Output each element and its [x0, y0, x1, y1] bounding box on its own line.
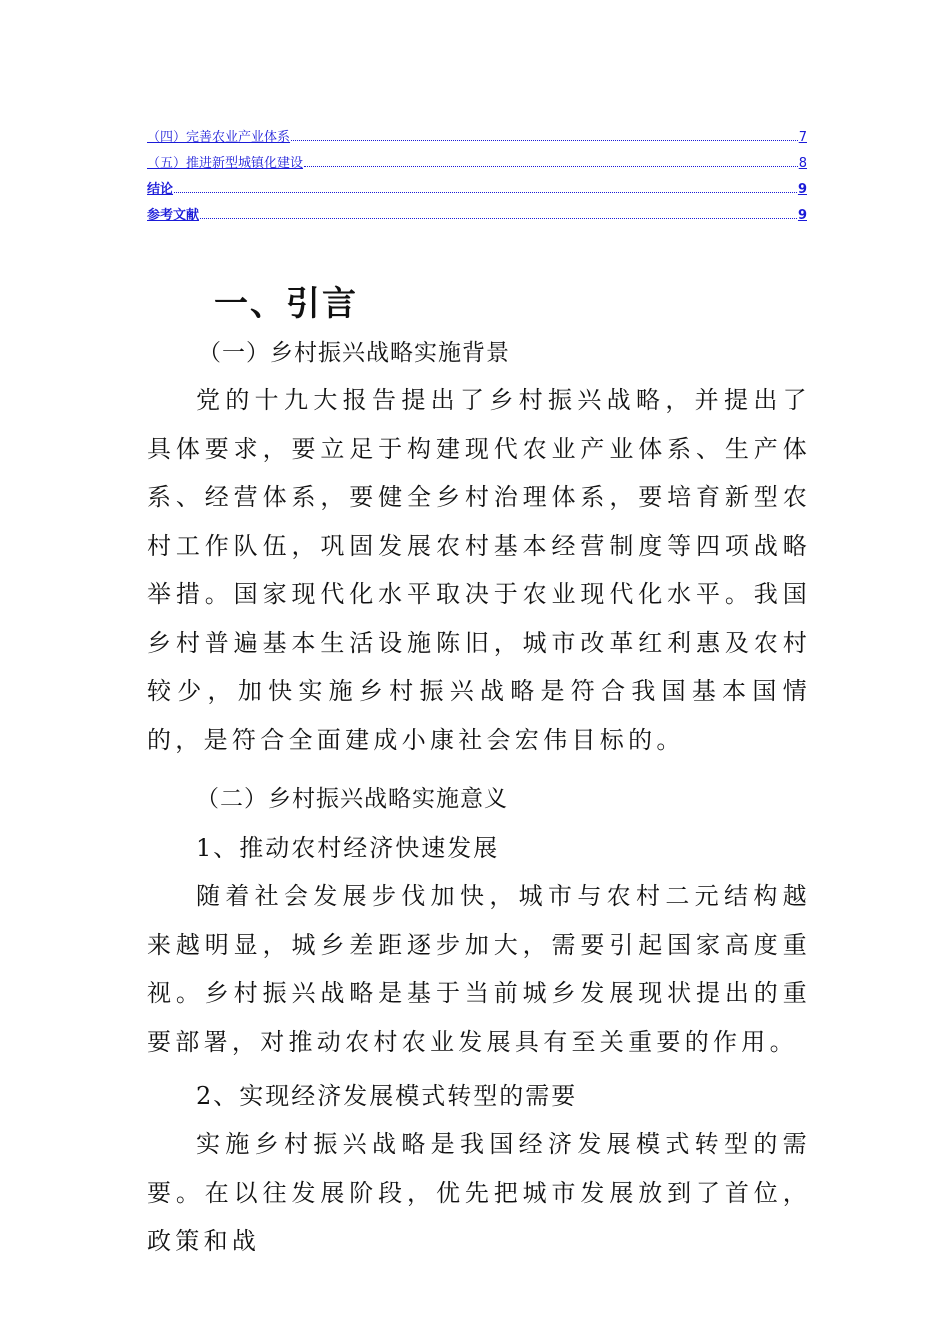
toc-item-title: 结论 [147, 182, 174, 197]
subheading-item-2: 2、实现经济发展模式转型的需要 [196, 1082, 578, 1110]
paragraph-item-1: 随着社会发展步伐加快，城市与农村二元结构越来越明显，城乡差距逐步加大，需要引起国家高度重视。乡村振兴战略是基于当前城乡发展现状提出的重要部署，对推动农村农业发展具有至关重要的作用。 [147, 882, 811, 1056]
toc-item-page: 8 [798, 156, 807, 171]
toc-item-page: 9 [797, 182, 807, 197]
toc-item-conclusion[interactable] [147, 178, 807, 204]
toc-item-title: （五）推进新型城镇化建设 [147, 156, 304, 171]
toc-dot-leader [174, 191, 797, 193]
paragraph-item-2: 实施乡村振兴战略是我国经济发展模式转型的需要。在以往发展阶段，优先把城市发展放到了首位，政策和战 [147, 1130, 811, 1255]
table-of-contents [147, 126, 807, 230]
section-heading-background: （一）乡村振兴战略实施背景 [198, 340, 510, 366]
toc-dot-leader [200, 217, 797, 219]
toc-item-title: 参考文献 [147, 208, 200, 223]
toc-item-page: 7 [798, 130, 807, 145]
section-heading-significance: （二）乡村振兴战略实施意义 [196, 786, 508, 812]
toc-dot-leader [291, 139, 798, 141]
toc-item-references[interactable] [147, 204, 807, 230]
toc-item-title: （四）完善农业产业体系 [147, 130, 291, 145]
chapter-title: 一、引言 [214, 284, 358, 324]
toc-item-section-4[interactable] [147, 126, 807, 152]
toc-dot-leader [304, 165, 798, 167]
paragraph-background: 党的十九大报告提出了乡村振兴战略，并提出了具体要求，要立足于构建现代农业产业体系、生产体系、经营体系，要健全乡村治理体系，要培育新型农村工作队伍，巩固发展农村基本经营制度等四项战略举措。国家现代化水平取决于农业现代化水平。我国乡村普遍基本生活设施陈旧，城市改革红利惠及农村较少，加快实施乡村振兴战略是符合我国基本国情的，是符合全面建成小康社会宏伟目标的。 [147, 386, 811, 754]
toc-item-page: 9 [797, 208, 807, 223]
toc-item-section-5[interactable] [147, 152, 807, 178]
subheading-item-1: 1、推动农村经济快速发展 [196, 834, 500, 862]
